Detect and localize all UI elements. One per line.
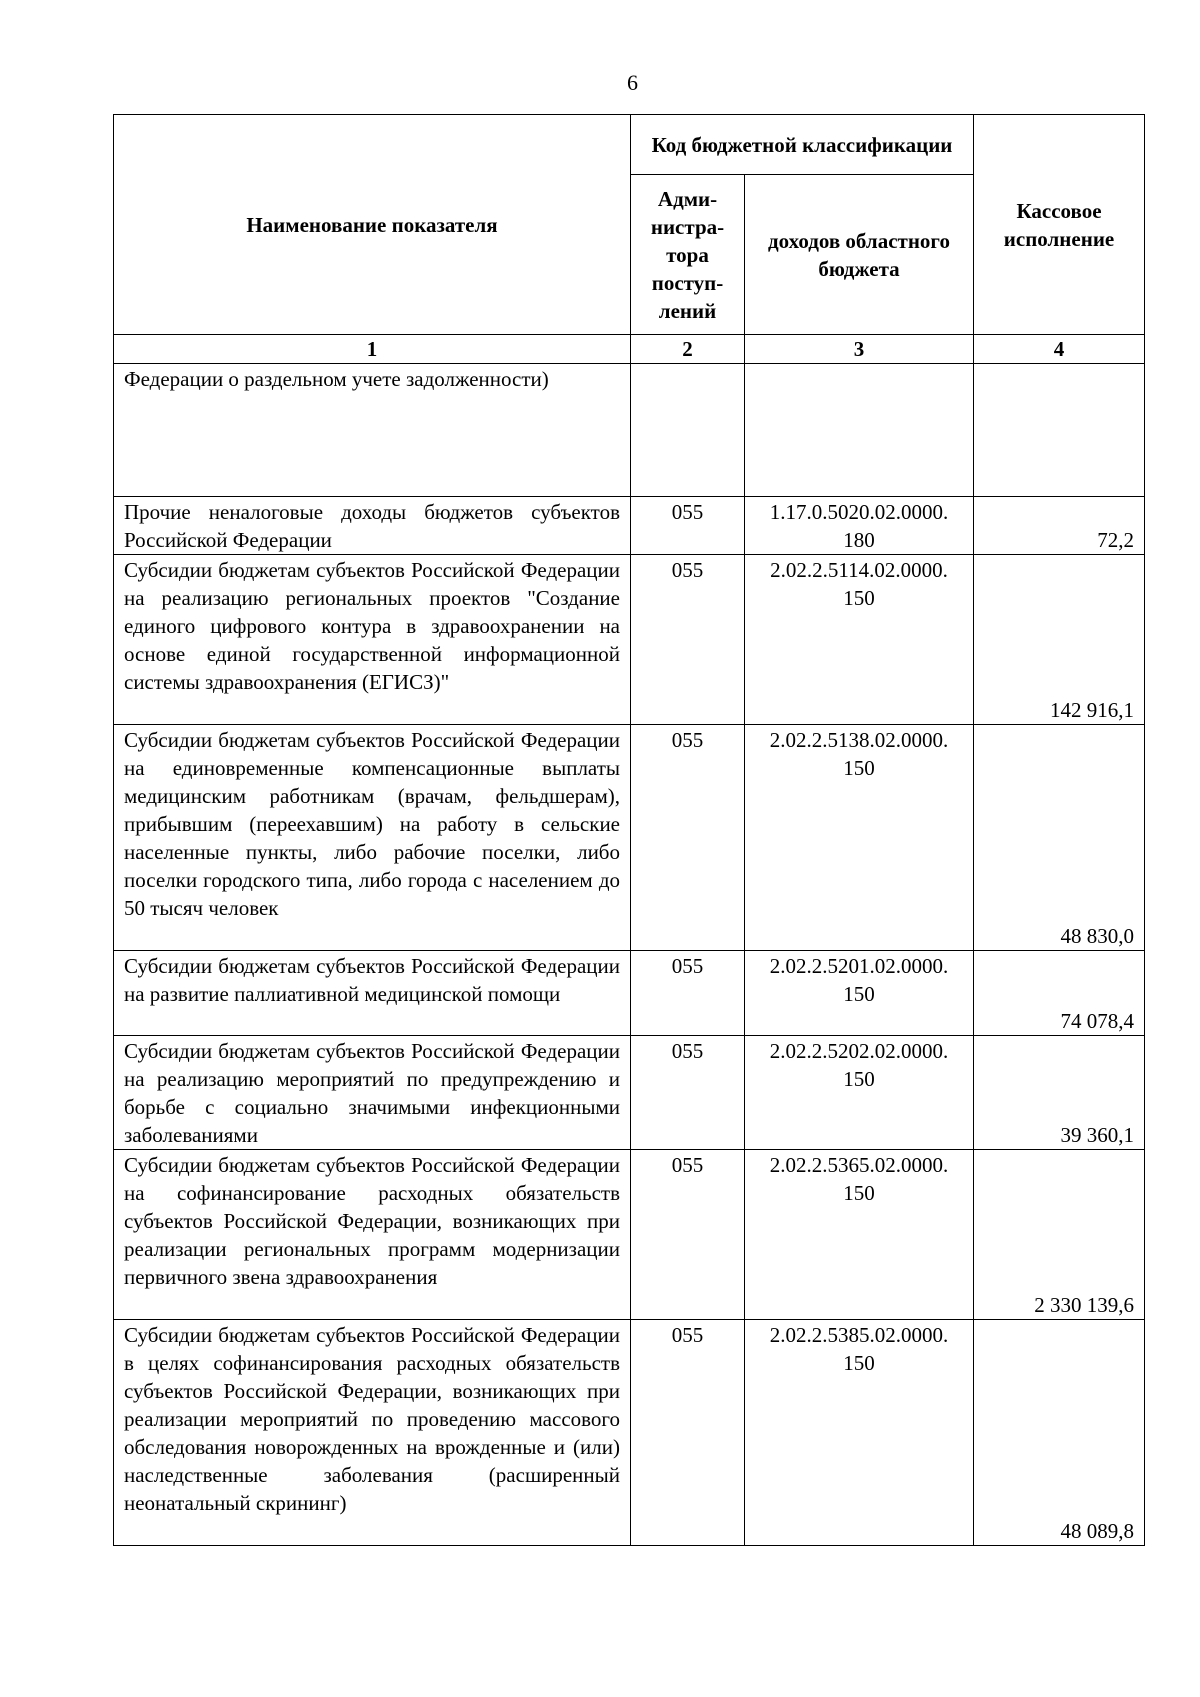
page-number: 6 bbox=[627, 70, 638, 95]
header-name: Наименование показателя bbox=[114, 115, 631, 335]
header-income: доходов областного бюджета bbox=[745, 175, 974, 335]
column-number: 4 bbox=[974, 335, 1145, 364]
row-amount: 39 360,1 bbox=[974, 1036, 1145, 1150]
row-code bbox=[745, 364, 974, 497]
row-admin: 055 bbox=[631, 497, 745, 555]
row-admin bbox=[631, 364, 745, 497]
row-code: 2.02.2.5365.02.0000. 150 bbox=[745, 1150, 974, 1320]
row-admin: 055 bbox=[631, 725, 745, 951]
row-code: 2.02.2.5138.02.0000. 150 bbox=[745, 725, 974, 951]
row-amount: 48 830,0 bbox=[974, 725, 1145, 951]
row-admin: 055 bbox=[631, 1036, 745, 1150]
header-execution: Кассовое исполнение bbox=[974, 115, 1145, 335]
column-number: 3 bbox=[745, 335, 974, 364]
row-admin: 055 bbox=[631, 1150, 745, 1320]
row-code: 2.02.2.5385.02.0000. 150 bbox=[745, 1320, 974, 1546]
table-row bbox=[114, 1036, 1145, 1150]
row-name: Субсидии бюджетам субъектов Российской Федерации на единовременные компенсационные выплаты медицинским работникам (врачам, фельдшерам), прибывшим (переехавшим) на работу в сельские населенные пункты, либо рабочие поселки, либо поселки городского типа, либо города с населением до 50 тысяч человек bbox=[114, 725, 631, 951]
column-number: 2 bbox=[631, 335, 745, 364]
row-admin: 055 bbox=[631, 951, 745, 1036]
column-number: 1 bbox=[114, 335, 631, 364]
budget-revenue-table bbox=[113, 114, 1145, 1546]
row-code: 2.02.2.5202.02.0000. 150 bbox=[745, 1036, 974, 1150]
row-code: 1.17.0.5020.02.0000. 180 bbox=[745, 497, 974, 555]
header-code-group: Код бюджетной классификации bbox=[631, 115, 974, 175]
row-name: Субсидии бюджетам субъектов Российской Федерации на реализацию региональных проектов "Создание единого цифрового контура в здравоохранении на основе единой государственной информационной системы здравоохранения (ЕГИСЗ)" bbox=[114, 555, 631, 725]
table-row bbox=[114, 497, 1145, 555]
row-admin: 055 bbox=[631, 555, 745, 725]
row-amount bbox=[974, 364, 1145, 497]
table-row bbox=[114, 364, 1145, 497]
row-name: Федерации о раздельном учете задолженности) bbox=[114, 364, 631, 497]
row-amount: 2 330 139,6 bbox=[974, 1150, 1145, 1320]
table-row bbox=[114, 1150, 1145, 1320]
row-code: 2.02.2.5201.02.0000. 150 bbox=[745, 951, 974, 1036]
row-name: Субсидии бюджетам субъектов Российской Федерации в целях софинансирования расходных обязательств субъектов Российской Федерации, возникающих при реализации мероприятий по проведению массового обследования новорожденных на врожденные и (или) наследственные заболевания (расширенный неонатальный скрининг) bbox=[114, 1320, 631, 1546]
table-row bbox=[114, 725, 1145, 951]
row-name: Субсидии бюджетам субъектов Российской Федерации на развитие паллиативной медицинской помощи bbox=[114, 951, 631, 1036]
row-amount: 74 078,4 bbox=[974, 951, 1145, 1036]
row-amount: 48 089,8 bbox=[974, 1320, 1145, 1546]
table-row bbox=[114, 1320, 1145, 1546]
table-row bbox=[114, 555, 1145, 725]
row-amount: 72,2 bbox=[974, 497, 1145, 555]
row-name: Субсидии бюджетам субъектов Российской Федерации на софинансирование расходных обязательств субъектов Российской Федерации, возникающих при реализации региональных программ модернизации первичного звена здравоохранения bbox=[114, 1150, 631, 1320]
table-row bbox=[114, 951, 1145, 1036]
row-code: 2.02.2.5114.02.0000. 150 bbox=[745, 555, 974, 725]
header-admin: Адми-нистра-тора поступ-лений bbox=[631, 175, 745, 335]
column-number-row bbox=[114, 335, 1145, 364]
row-name: Субсидии бюджетам субъектов Российской Федерации на реализацию мероприятий по предупреждению и борьбе с социально значимыми инфекционными заболеваниями bbox=[114, 1036, 631, 1150]
row-name: Прочие неналоговые доходы бюджетов субъектов Российской Федерации bbox=[114, 497, 631, 555]
row-amount: 142 916,1 bbox=[974, 555, 1145, 725]
row-admin: 055 bbox=[631, 1320, 745, 1546]
